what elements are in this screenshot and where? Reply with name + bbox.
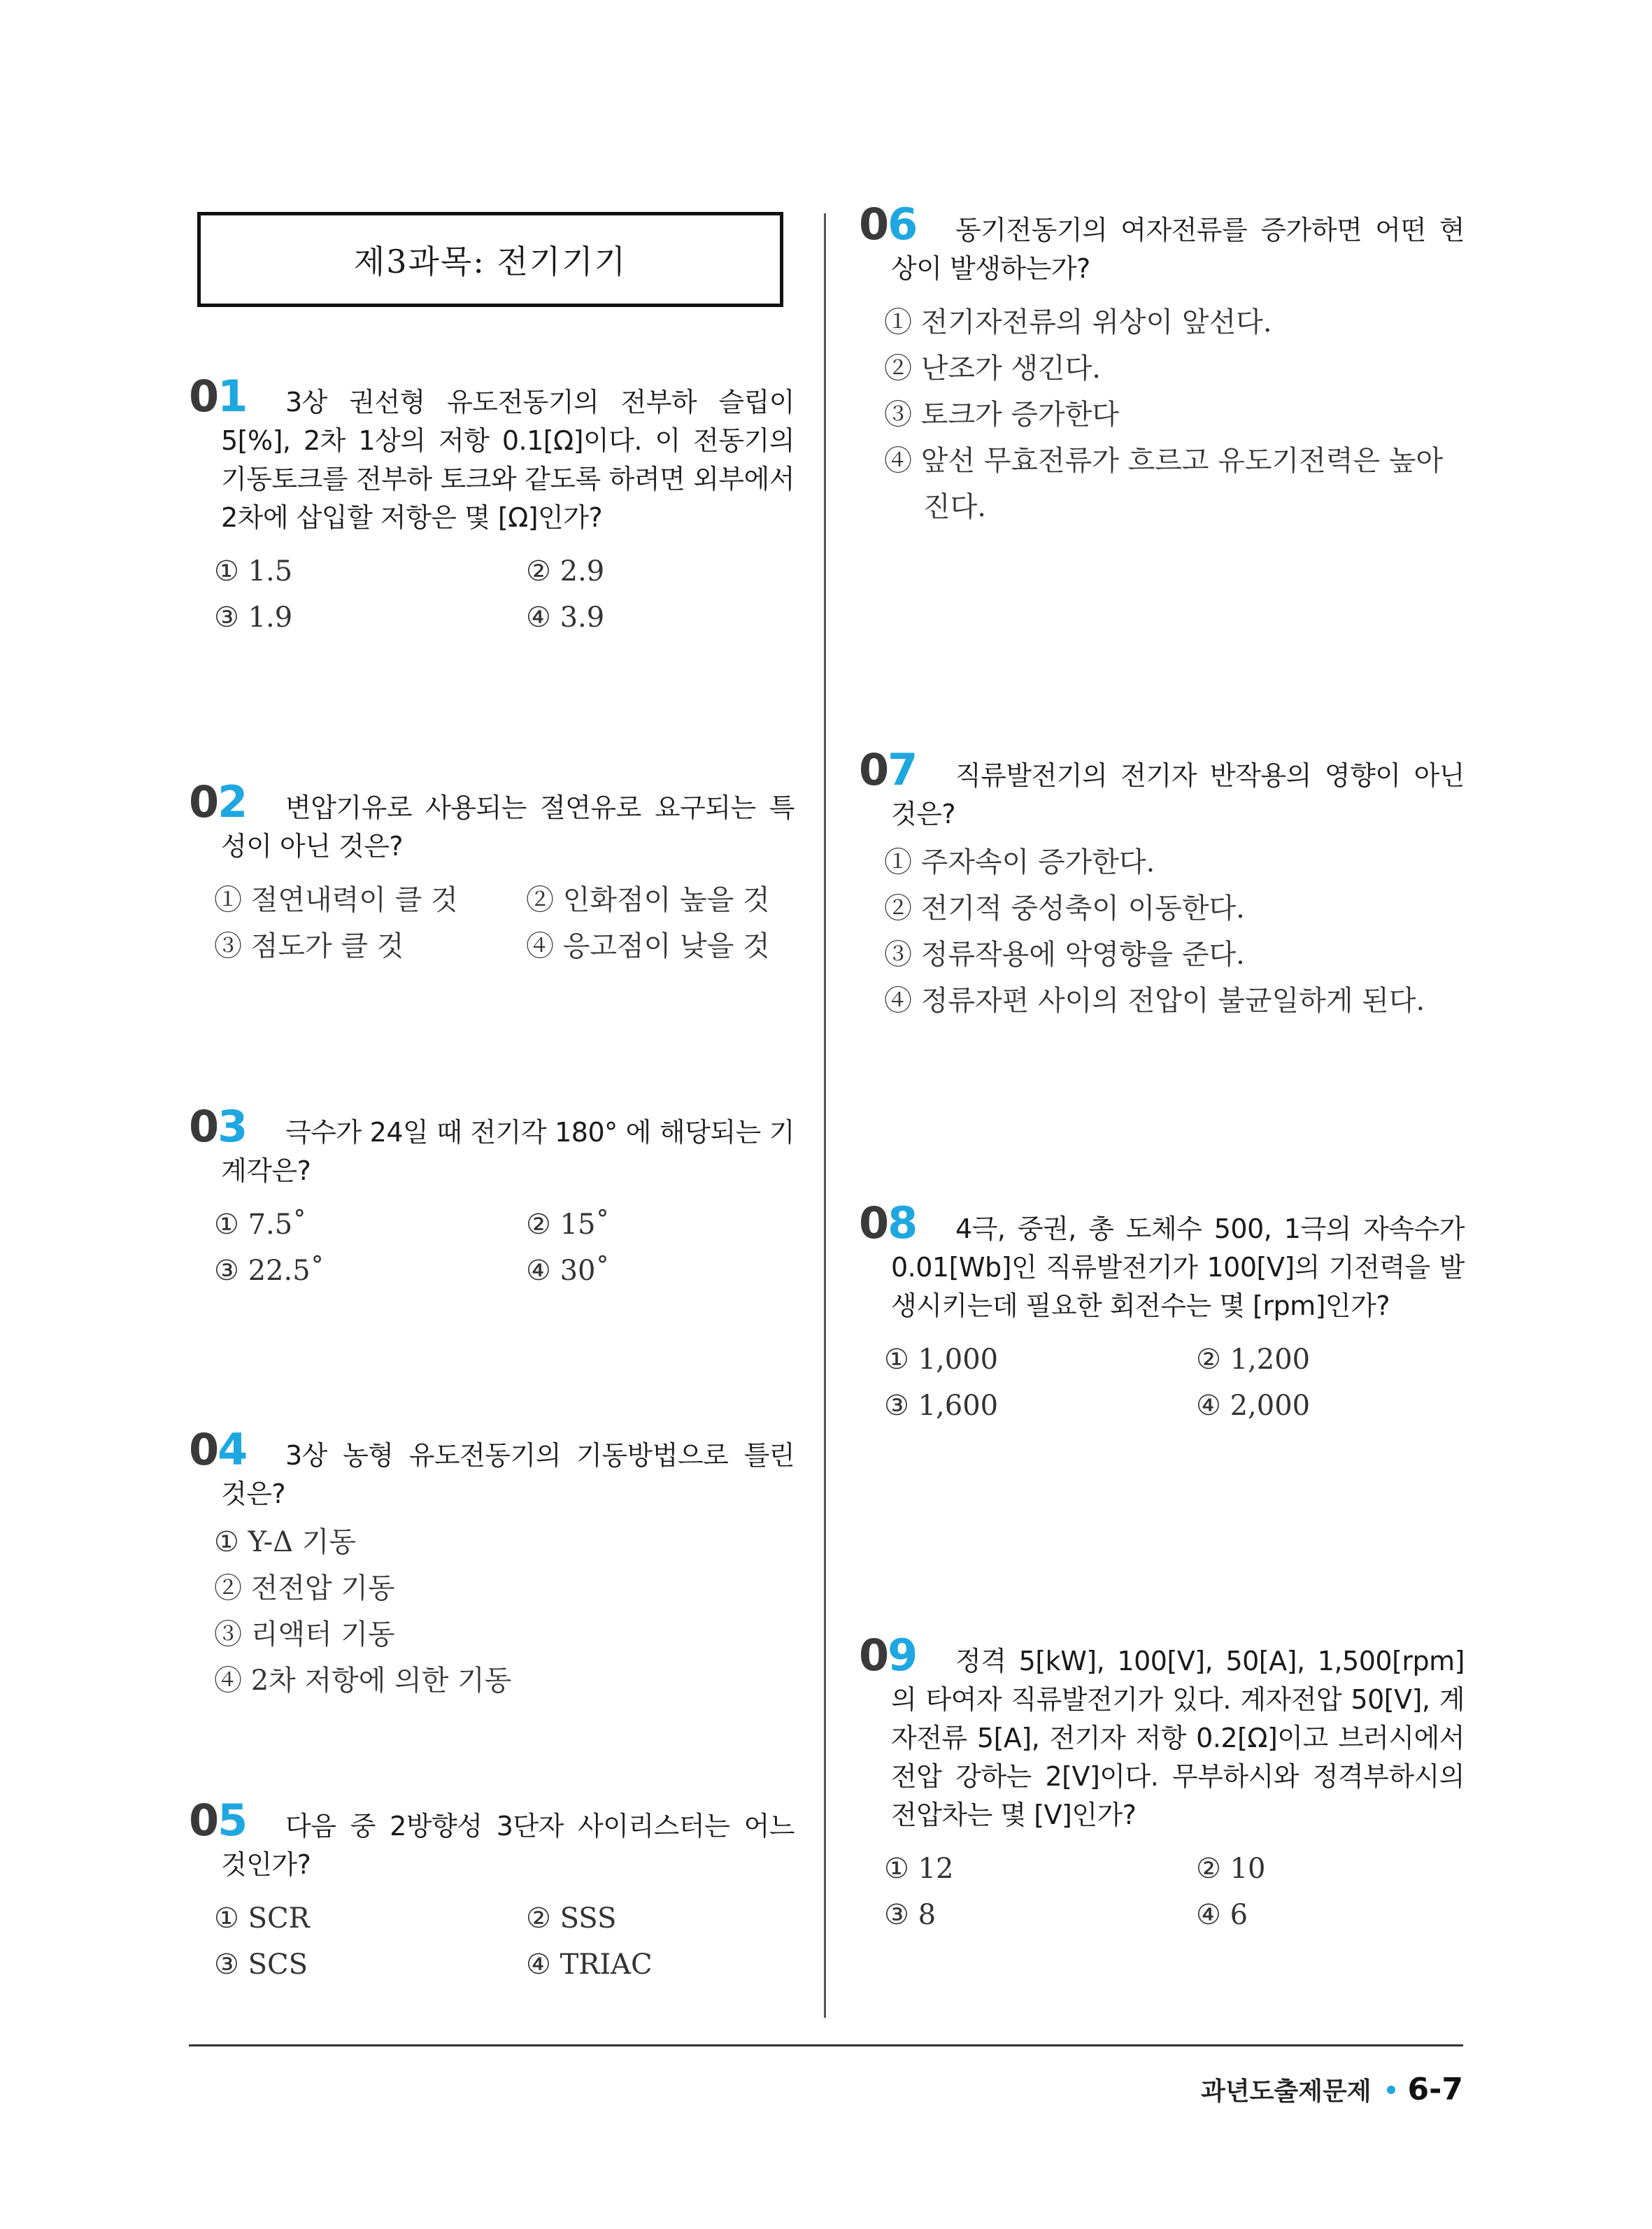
question-06: [859, 199, 1465, 530]
question-text: 극수가 24일 때 전기각 180° 에 해당되는 기계각은?: [221, 1117, 795, 1186]
question-01: [189, 371, 795, 641]
question-text: 3상 농형 유도전동기의 기동방법으로 틀린 것은?: [221, 1440, 795, 1509]
option-3[interactable]: ③ 토크가 증가한다: [884, 399, 1119, 431]
option-2[interactable]: ② 난조가 생긴다.: [884, 352, 1101, 385]
question-text: 3상 권선형 유도전동기의 전부하 슬립이 5[%], 2차 1상의 저항 0.1[Ω]이다. 이 전동기의 기동토크를 전부하 토크와 같도록 하려면 외부에서 2차에 삽입할 저항은 몇 [Ω]인가?: [221, 387, 795, 533]
option-4[interactable]: ④ 앞선 무효전류가 흐르고 유도기전력은 높아: [884, 445, 1444, 477]
options: [859, 299, 1465, 530]
option-4[interactable]: ④ TRIAC: [526, 1949, 653, 1981]
question-number: 04: [189, 1424, 247, 1475]
question-number: 08: [859, 1197, 917, 1248]
option-4[interactable]: ④ 30˚: [526, 1255, 610, 1287]
question-text: 다음 중 2방향성 3단자 사이리스터는 어느 것인가?: [221, 1811, 795, 1880]
section-title: 제3과목: 전기기기: [353, 243, 627, 280]
question-text: 정격 5[kW], 100[V], 50[A], 1,500[rpm]의 타여자 직류발전기가 있다. 계자전압 50[V], 계자전류 5[A], 전기자 저항 0.2[Ω]이고 브러시에서 전압 강하는 2[V]이다. 무부하시와 정격부하시의 전압차는 몇 [V]인가?: [891, 1646, 1465, 1830]
option-3[interactable]: ③ 22.5˚: [214, 1255, 325, 1287]
question-number: 06: [859, 199, 917, 250]
question-text: 동기전동기의 여자전류를 증가하면 어떤 현상이 발생하는가?: [891, 215, 1465, 284]
question-04: [189, 1424, 795, 1704]
option-3[interactable]: ③ 점도가 클 것: [214, 930, 404, 962]
option-3[interactable]: ③ 1,600: [884, 1390, 999, 1422]
option-1[interactable]: ① 12: [884, 1853, 954, 1885]
question-number: 09: [859, 1630, 917, 1681]
option-2[interactable]: ② 15˚: [526, 1209, 610, 1241]
option-2[interactable]: ② 인화점이 높을 것: [526, 884, 770, 916]
options: [859, 839, 1465, 1024]
option-4[interactable]: ④ 정류자편 사이의 전압이 불균일하게 된다.: [884, 985, 1425, 1017]
footer-label: 과년도출제문제: [1201, 2077, 1372, 2106]
footer-rule: [189, 2044, 1463, 2046]
question-text: 변압기유로 사용되는 절연유로 요구되는 특성이 아닌 것은?: [221, 792, 795, 862]
question-number: 07: [859, 744, 917, 795]
option-2[interactable]: ② 전전압 기동: [214, 1572, 395, 1604]
column-divider: [824, 213, 826, 2018]
bullet-dot-icon: [1387, 2086, 1395, 2094]
option-2[interactable]: ② SSS: [526, 1902, 617, 1935]
question-08: [859, 1197, 1465, 1429]
question-02: [189, 776, 795, 969]
options: [189, 1202, 795, 1294]
question-07: [859, 744, 1465, 1024]
option-1[interactable]: ① 1.5: [214, 555, 293, 587]
option-4[interactable]: ④ 6: [1196, 1899, 1248, 1931]
page-number: 6-7: [1407, 2072, 1463, 2107]
option-2[interactable]: ② 2.9: [526, 555, 605, 587]
option-1[interactable]: ① SCR: [214, 1902, 310, 1935]
question-05: [189, 1795, 795, 1988]
option-2[interactable]: ② 1,200: [1196, 1344, 1311, 1376]
option-1[interactable]: ① 7.5˚: [214, 1209, 307, 1241]
question-number: 03: [189, 1101, 247, 1152]
option-1[interactable]: ① 1,000: [884, 1344, 999, 1376]
option-1[interactable]: ① 전기자전류의 위상이 앞선다.: [884, 306, 1272, 339]
question-number: 02: [189, 776, 247, 827]
question-09: [859, 1630, 1465, 1938]
option-4[interactable]: ④ 3.9: [526, 601, 605, 634]
option-3[interactable]: ③ SCS: [214, 1949, 308, 1981]
option-3[interactable]: ③ 1.9: [214, 601, 293, 634]
question-text: 직류발전기의 전기자 반작용의 영향이 아닌 것은?: [891, 760, 1465, 829]
options: [189, 877, 795, 969]
question-03: [189, 1101, 795, 1294]
option-2[interactable]: ② 전기적 중성축이 이동한다.: [884, 892, 1245, 925]
option-2[interactable]: ② 10: [1196, 1853, 1266, 1885]
option-3[interactable]: ③ 8: [884, 1899, 937, 1931]
option-4-continued: 진다.: [923, 491, 986, 523]
question-number: 01: [189, 371, 247, 422]
option-1[interactable]: ① 주자속이 증가한다.: [884, 846, 1155, 878]
page-footer: [1201, 2072, 1463, 2107]
option-3[interactable]: ③ 리액터 기동: [214, 1618, 395, 1651]
option-1[interactable]: ① 절연내력이 클 것: [214, 884, 458, 916]
options: [189, 1519, 795, 1704]
options: [859, 1337, 1465, 1429]
question-text: 4극, 중권, 총 도체수 500, 1극의 자속수가 0.01[Wb]인 직류발전기가 100[V]의 기전력을 발생시키는데 필요한 회전수는 몇 [rpm]인가?: [891, 1213, 1465, 1321]
options: [189, 548, 795, 641]
option-4[interactable]: ④ 2차 저항에 의한 기동: [214, 1665, 512, 1697]
option-1[interactable]: ① Y-Δ 기동: [214, 1526, 356, 1558]
option-4[interactable]: ④ 응고점이 낮을 것: [526, 930, 770, 962]
question-number: 05: [189, 1795, 247, 1846]
option-3[interactable]: ③ 정류작용에 악영향을 준다.: [884, 939, 1245, 971]
options: [859, 1846, 1465, 1938]
options: [189, 1895, 795, 1988]
section-title-box: [197, 212, 783, 307]
option-4[interactable]: ④ 2,000: [1196, 1390, 1311, 1422]
